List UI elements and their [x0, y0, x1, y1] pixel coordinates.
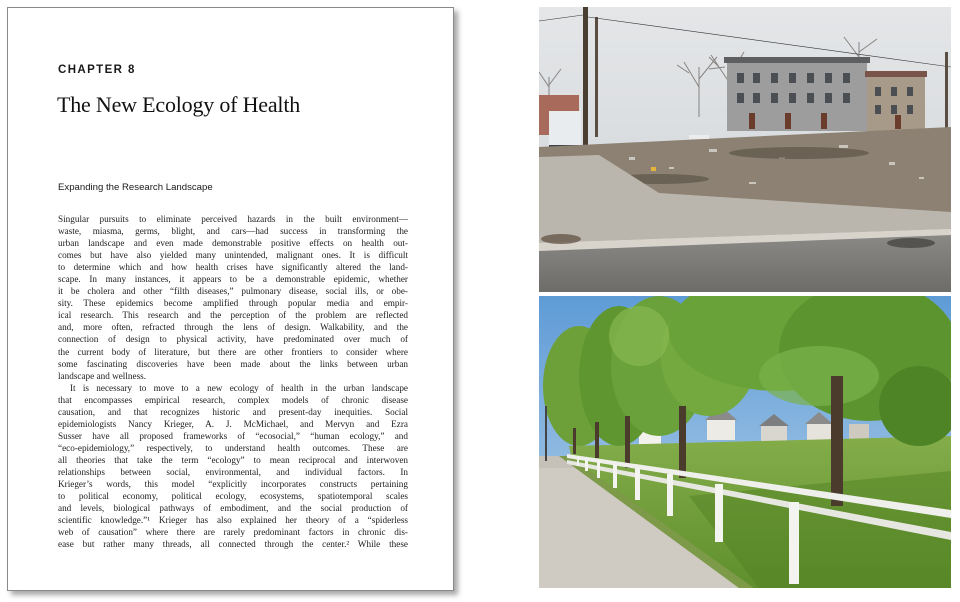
- text-line: causation, and that recognizes historic and present-day inequities. Social: [58, 406, 408, 417]
- text-line: Singular pursuits to eliminate perceived hazards in the built environment—: [58, 214, 408, 224]
- utility-pole: [583, 7, 588, 162]
- manhole-cover: [887, 238, 935, 248]
- section-heading: Expanding the Research Landscape: [58, 182, 213, 193]
- text-line: Krieger’s words, this model “explicitly incorporates constructs pertaining: [58, 479, 408, 490]
- light-pole: [545, 406, 547, 461]
- truck: [549, 111, 581, 149]
- tree-lined-park-photo: [539, 296, 951, 588]
- text-line: scape. In many instances, it appears to be a demonstrable epidemic, whether: [58, 274, 408, 285]
- text-line: waste, miasma, germs, blight, and cars—had success in transforming the: [58, 226, 408, 237]
- text-line: some fascinating discoveries have been made about the links between urban: [58, 358, 408, 369]
- text-line: epidemiologists Nancy Krieger, A. J. McMichael, and Mervyn and Ezra: [58, 418, 408, 429]
- utility-pole: [945, 52, 948, 132]
- text-line: scientific knowledge.”¹ Krieger has also explained her theory of a “spiderless: [58, 515, 408, 526]
- text-line: landscape and wellness.: [58, 370, 147, 381]
- text-line: ease but rather many threads, all connected through the center.² While these: [58, 539, 408, 550]
- text-line: and, more often, refracted through the lens of design. Walkability, and the: [58, 322, 408, 333]
- text-line: connection of design to physical activity, have predominated over much of: [58, 334, 408, 345]
- vacant-lot-photo: [539, 7, 951, 292]
- body-text: [58, 213, 408, 550]
- text-line: It is necessary to move to a new ecology of health in the urban landscape: [70, 382, 408, 393]
- text-line: Susser have all proposed frameworks of “ecosocial,” “human ecology,” and: [58, 430, 408, 441]
- text-line: that encompasses empirical research, complex models of chronic disease: [58, 394, 408, 405]
- paragraph-2: [58, 382, 408, 551]
- text-line: ical research. This research and the perception of the problem are reflected: [58, 310, 408, 321]
- text-line: all theories that take the term “ecology” to mean reciprocal and interwoven: [58, 454, 408, 465]
- text-line: web of causation” where there are rarely predominant factors in chronic dis-: [58, 527, 408, 538]
- vacant-lot-illustration: [539, 7, 951, 292]
- text-line: relationships between social, environmental, and individual factors. In: [58, 466, 408, 477]
- tree-lined-park-illustration: [539, 296, 951, 588]
- text-line: the current body of literature, but there are other frontiers to consider where: [58, 346, 408, 357]
- text-line: sity. These epidemics become amplified through popular media and empir-: [58, 298, 408, 309]
- text-line: comes but have also yielded many unintended, malignant ones. It is difficult: [58, 250, 408, 261]
- text-line: “eco-epidemiology,” respectively, to understand health outcomes. These are: [58, 442, 408, 453]
- chapter-label: CHAPTER 8: [58, 64, 136, 76]
- utility-pole: [595, 17, 598, 137]
- book-page: [7, 7, 454, 591]
- text-line: to determine which and how health crises have significantly altered the land-: [58, 262, 408, 273]
- paragraph-1: [58, 213, 408, 382]
- text-line: urban landscape and even made demonstrable positive effects on health out-: [58, 238, 408, 249]
- text-line: it be cholera and other “filth diseases,” pulmonary disease, social ills, or obe-: [58, 286, 408, 297]
- text-line: to political economy, political ecology, ecosystems, spatiotemporal scales: [58, 491, 408, 502]
- chapter-title: The New Ecology of Health: [57, 92, 301, 117]
- text-line: and levels, biological pathways of embodiment, and the social production of: [58, 503, 408, 514]
